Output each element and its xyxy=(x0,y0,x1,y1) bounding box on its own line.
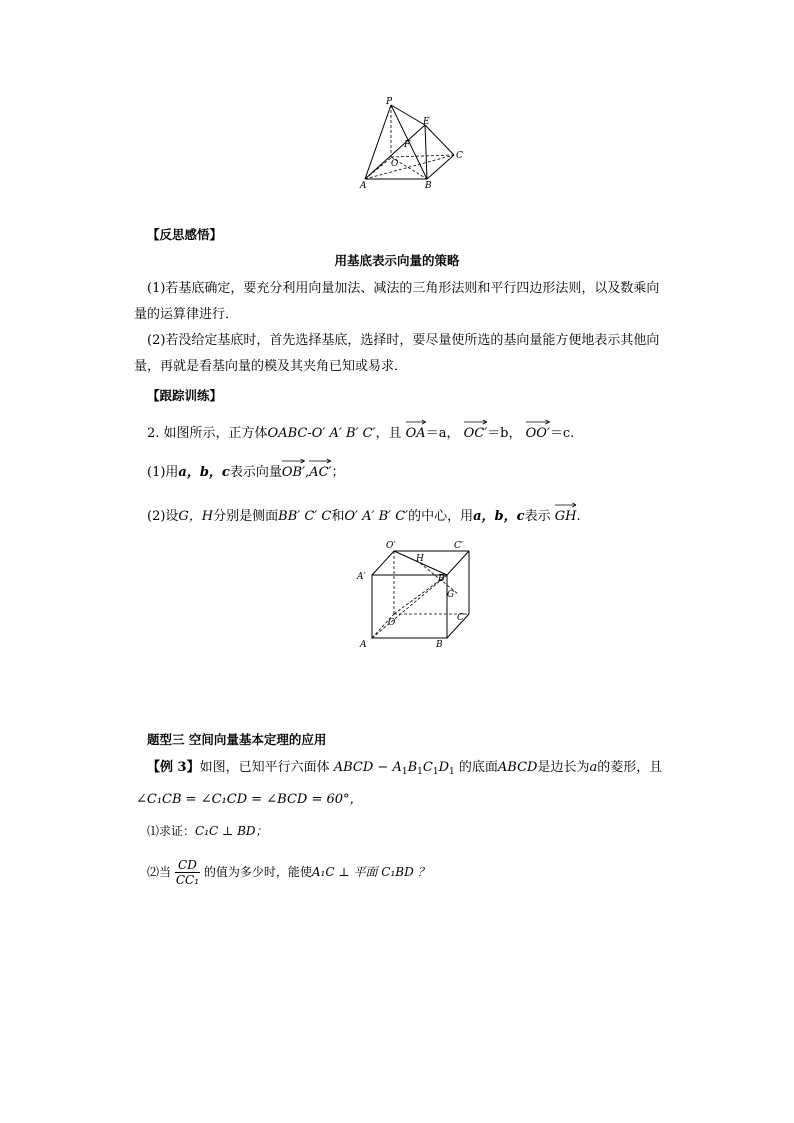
reflection-paragraph-2: (2)若没给定基底时，首先选择基底，选择时，要尽量使所选的基向量能方便地表示其他向量，再就是看基向量的模及其夹角已知或易求． xyxy=(134,333,660,374)
q2-intro: 2. 如图所示，正方体 xyxy=(147,426,268,441)
label-G: G xyxy=(447,590,455,600)
vector-AC: AC′ xyxy=(309,458,331,482)
label-C: C xyxy=(456,151,463,161)
vector-OB: OB′ xyxy=(282,458,305,482)
angle-condition: ∠C₁CB = ∠C₁CD = ∠BCD = 60°， xyxy=(136,792,363,807)
label-A: A xyxy=(360,640,367,650)
abc-2: a，b，c xyxy=(473,509,525,524)
label-O1: O′ xyxy=(386,541,396,551)
eq-c: ＝c. xyxy=(549,426,575,441)
section-3-heading: 题型三 空间向量基本定理的应用 xyxy=(147,732,327,747)
q2-cube-name: OABC-O′ A′ B′ C′ xyxy=(267,426,376,441)
label-C: C xyxy=(457,613,464,623)
label-O: O xyxy=(391,159,399,169)
reflection-paragraph-1: (1)若基底确定，要充分利用向量加法、减法的三角形法则和平行四边形法则，以及数乘向量的运算律进行． xyxy=(134,281,660,322)
vector-OC: OC′ xyxy=(464,419,488,443)
example-label: 【例 3】 xyxy=(147,760,200,775)
reflection-heading: 【反思感悟】 xyxy=(147,227,223,242)
label-P: P xyxy=(386,97,393,107)
eq-b: ＝b， xyxy=(487,426,522,441)
example-3: 【例 3】如图，已知平行六面体 ABCD − $A_1B_1C_1D_1$ 的底面ABCD是边长为a的菱形，且 xyxy=(147,760,663,777)
label-F: F xyxy=(404,140,411,150)
reflection-subtitle: 用基底表示向量的策略 xyxy=(334,253,460,268)
label-A1: A′ xyxy=(357,572,366,582)
question-2 xyxy=(147,419,574,443)
ratio-fraction: $\frac{CD}{\text{CC₁}}$ xyxy=(175,858,200,887)
eq-a: ＝a， xyxy=(425,426,460,441)
abc-1: a，b，c xyxy=(178,465,230,480)
question-2-part-2: (2)设G，H分别是侧面BB′ C′ C和O′ A′ B′ C′的中心，用a，b，c表示 GH. xyxy=(147,502,581,526)
vector-OO: OO′ xyxy=(526,419,550,443)
cube-figure xyxy=(350,537,475,652)
part-1: ⑴求证：C₁C ⊥ BD； xyxy=(147,824,268,838)
label-B: B xyxy=(425,181,432,190)
pyramid-figure xyxy=(355,95,470,190)
label-O: O xyxy=(388,618,396,628)
label-E: E xyxy=(423,117,430,127)
vector-GH: GH xyxy=(555,502,577,526)
label-C1: C′ xyxy=(454,541,463,551)
q2-and: ，且 xyxy=(375,426,402,441)
question-2-part-1: (1)用a，b，c表示向量 OB′, AC′； xyxy=(147,458,345,482)
vector-OA: OA xyxy=(406,419,426,443)
label-B1: B′ xyxy=(438,574,447,584)
label-H: H xyxy=(416,554,424,564)
label-B: B xyxy=(436,640,443,650)
label-A: A xyxy=(360,181,367,190)
training-heading: 【跟踪训练】 xyxy=(147,388,223,403)
part-2: ⑵当 $\frac{CD}{\text{CC₁}}$ 的值为多少时，能使A₁C ⊥ 平面 C₁BD ？ xyxy=(147,858,430,887)
